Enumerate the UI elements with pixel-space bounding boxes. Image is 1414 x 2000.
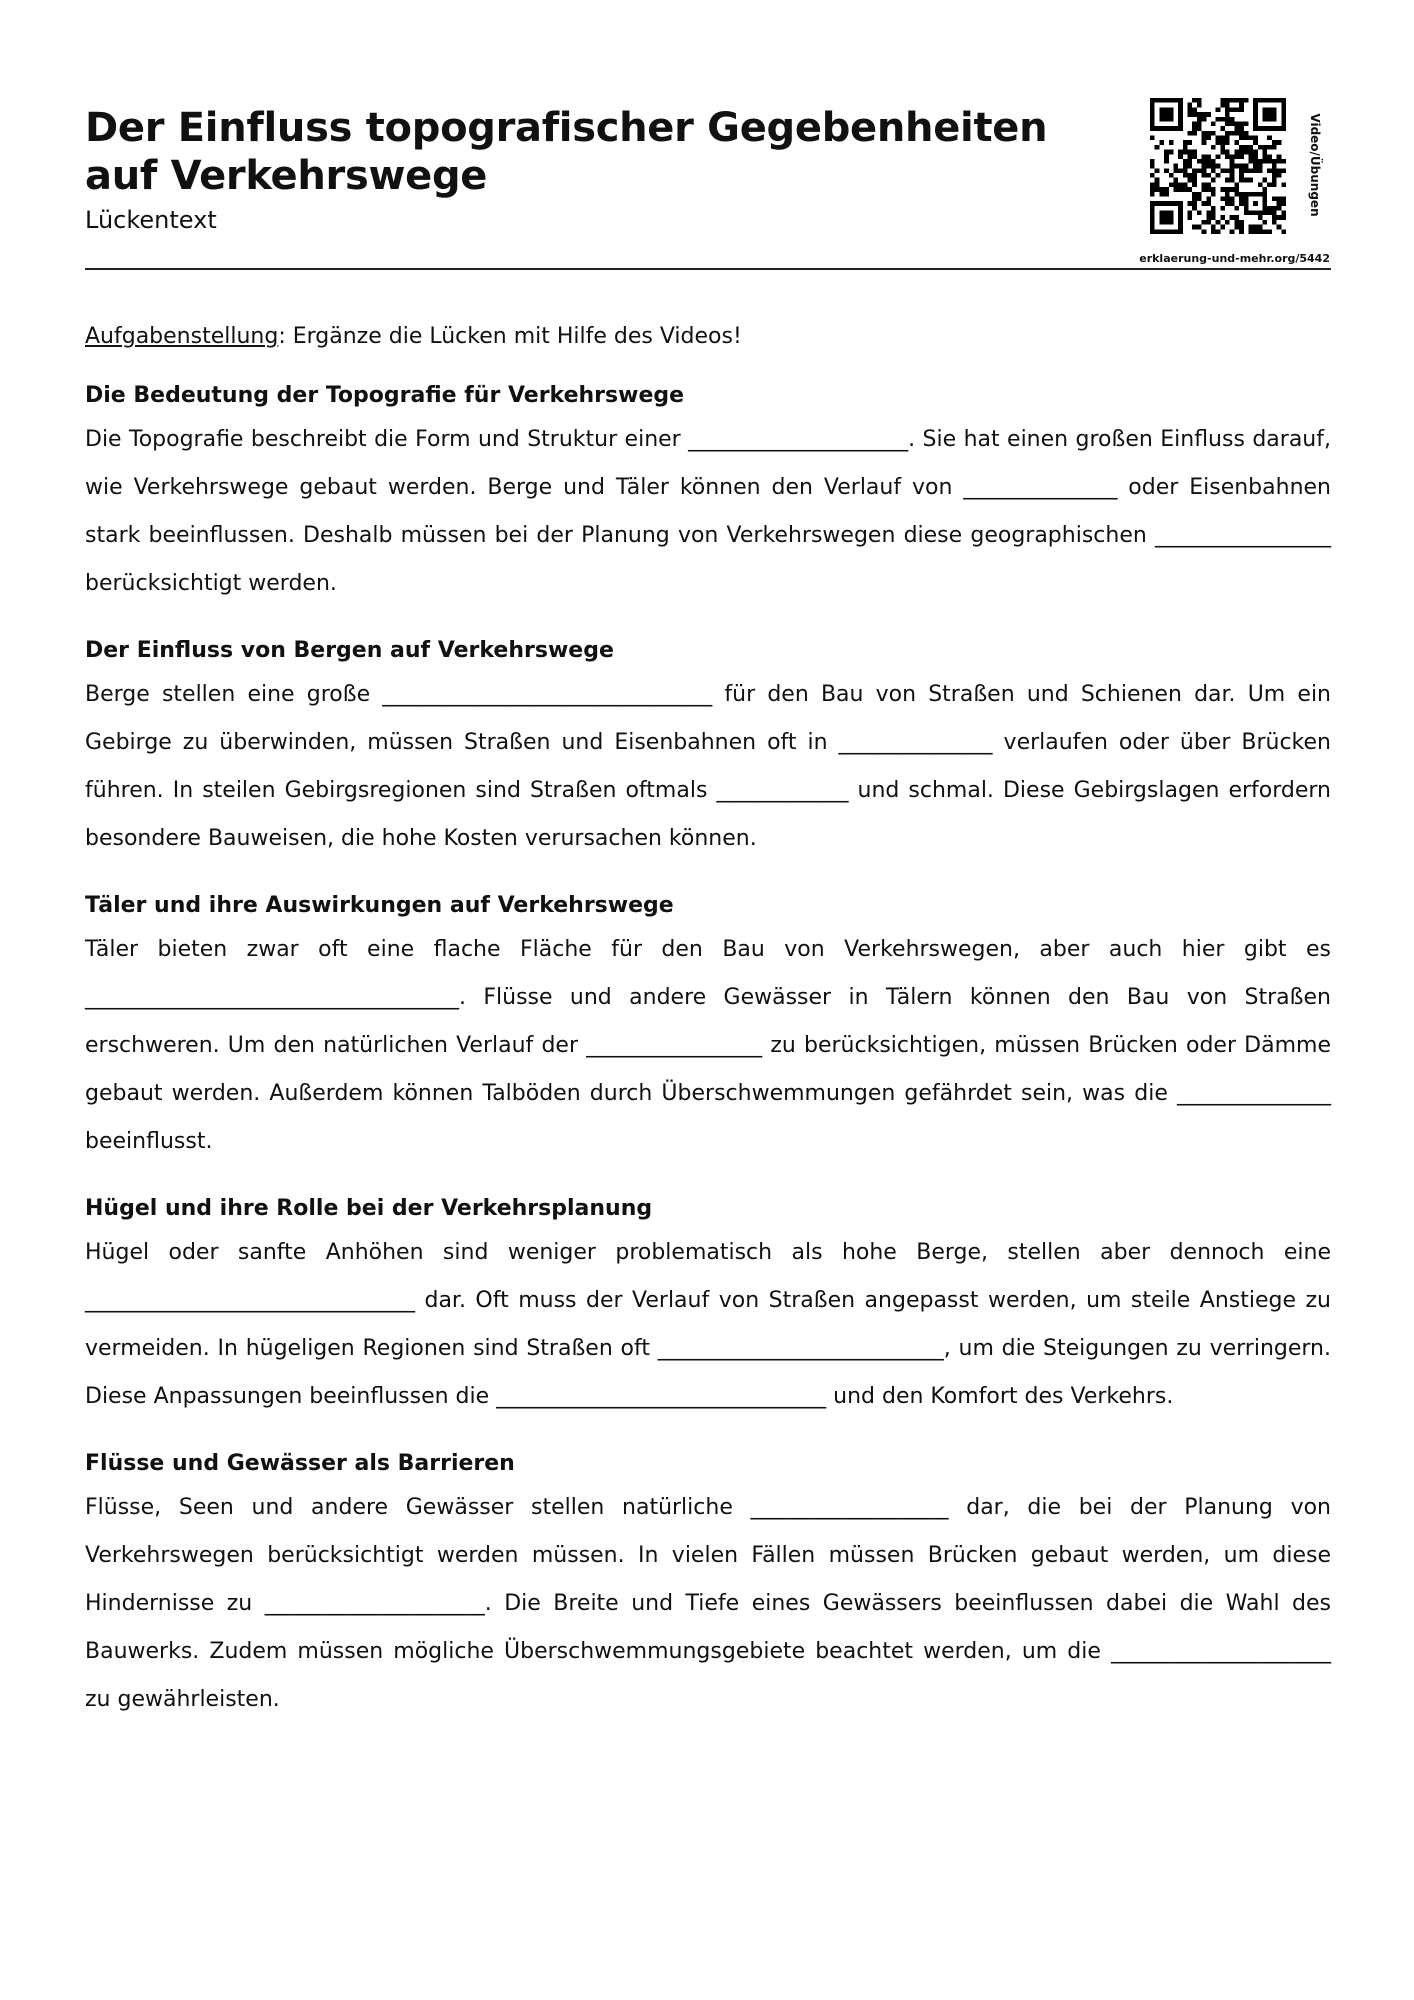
side-label-text: Video/Übungen — [1308, 113, 1322, 217]
task-text: : Ergänze die Lücken mit Hilfe des Videos! — [278, 324, 742, 349]
section-topografie — [85, 376, 1331, 608]
section-fluesse — [85, 1444, 1331, 1724]
task-label: Aufgabenstellung — [85, 324, 279, 349]
side-label — [1308, 113, 1329, 217]
section-text: Flüsse, Seen und andere Gewässer stellen natürliche __________________ dar, die bei der Planung von Verkehrswegen berücksichtigt werden müssen. In vielen Fällen müssen Brücken gebaut werden, um diese Hindernisse zu ____________________. Die Breite und Tiefe eines Gewässers beeinflussen dabei die Wahl des Bauwerks. Zudem müssen mögliche Überschwemmungsgebiete beachtet werden, um die ____________________ zu gewährleisten. — [85, 1495, 1331, 1712]
task-instruction — [85, 324, 742, 349]
section-text: Die Topografie beschreibt die Form und Struktur einer ____________________. Sie hat einen großen Einfluss darauf, wie Verkehrswege gebaut werden. Berge und Täler können den Verlauf von ______________ oder Eisenbahnen stark beeinflussen. Deshalb müssen bei der Planung von Verkehrswegen diese geographischen ________________ berücksichtigt werden. — [85, 427, 1331, 596]
section-taeler — [85, 886, 1331, 1166]
section-heading: Der Einfluss von Bergen auf Verkehrswege — [85, 638, 614, 663]
worksheet-content — [85, 376, 1331, 1747]
source-url[interactable]: erklaerung-und-mehr.org/5442 — [1139, 252, 1330, 265]
section-huegel — [85, 1189, 1331, 1421]
section-text: Berge stellen eine große ______________________________ für den Bau von Straßen und Schienen dar. Um ein Gebirge zu überwinden, müssen Straßen und Eisenbahnen oft in ______________ verlaufen oder über Brücken führen. In steilen Gebirgsregionen sind Straßen oftmals ____________ und schmal. Diese Gebirgslagen erfordern besondere Bauweisen, die hohe Kosten verursachen können. — [85, 682, 1331, 851]
section-heading: Täler und ihre Auswirkungen auf Verkehrswege — [85, 893, 674, 918]
page-subtitle: Lückentext — [85, 206, 217, 234]
page-title: Der Einfluss topografischer Gegebenheiten auf Verkehrswege — [85, 105, 1048, 199]
section-berge — [85, 631, 1331, 863]
section-heading: Flüsse und Gewässer als Barrieren — [85, 1451, 515, 1476]
section-text: Täler bieten zwar oft eine flache Fläche für den Bau von Verkehrswegen, aber auch hier gibt es __________________________________. Flüsse und andere Gewässer in Tälern können den Bau von Straßen erschweren. Um den natürlichen Verlauf der ________________ zu berücksichtigen, müssen Brücken oder Dämme gebaut werden. Außerdem können Talböden durch Überschwemmungen gefährdet sein, was die ______________ beeinflusst. — [85, 937, 1331, 1154]
qr-code-icon[interactable] — [1150, 98, 1286, 234]
header-divider — [85, 268, 1331, 270]
section-text: Hügel oder sanfte Anhöhen sind weniger problematisch als hohe Berge, stellen aber dennoch eine ______________________________ dar. Oft muss der Verlauf von Straßen angepasst werden, um steile Anstiege zu vermeiden. In hügeligen Regionen sind Straßen oft __________________________, um die Steigungen zu verringern. Diese Anpassungen beeinflussen die ______________________________ und den Komfort des Verkehrs. — [85, 1240, 1331, 1409]
section-heading: Hügel und ihre Rolle bei der Verkehrsplanung — [85, 1196, 653, 1221]
section-heading: Die Bedeutung der Topografie für Verkehrswege — [85, 383, 685, 408]
